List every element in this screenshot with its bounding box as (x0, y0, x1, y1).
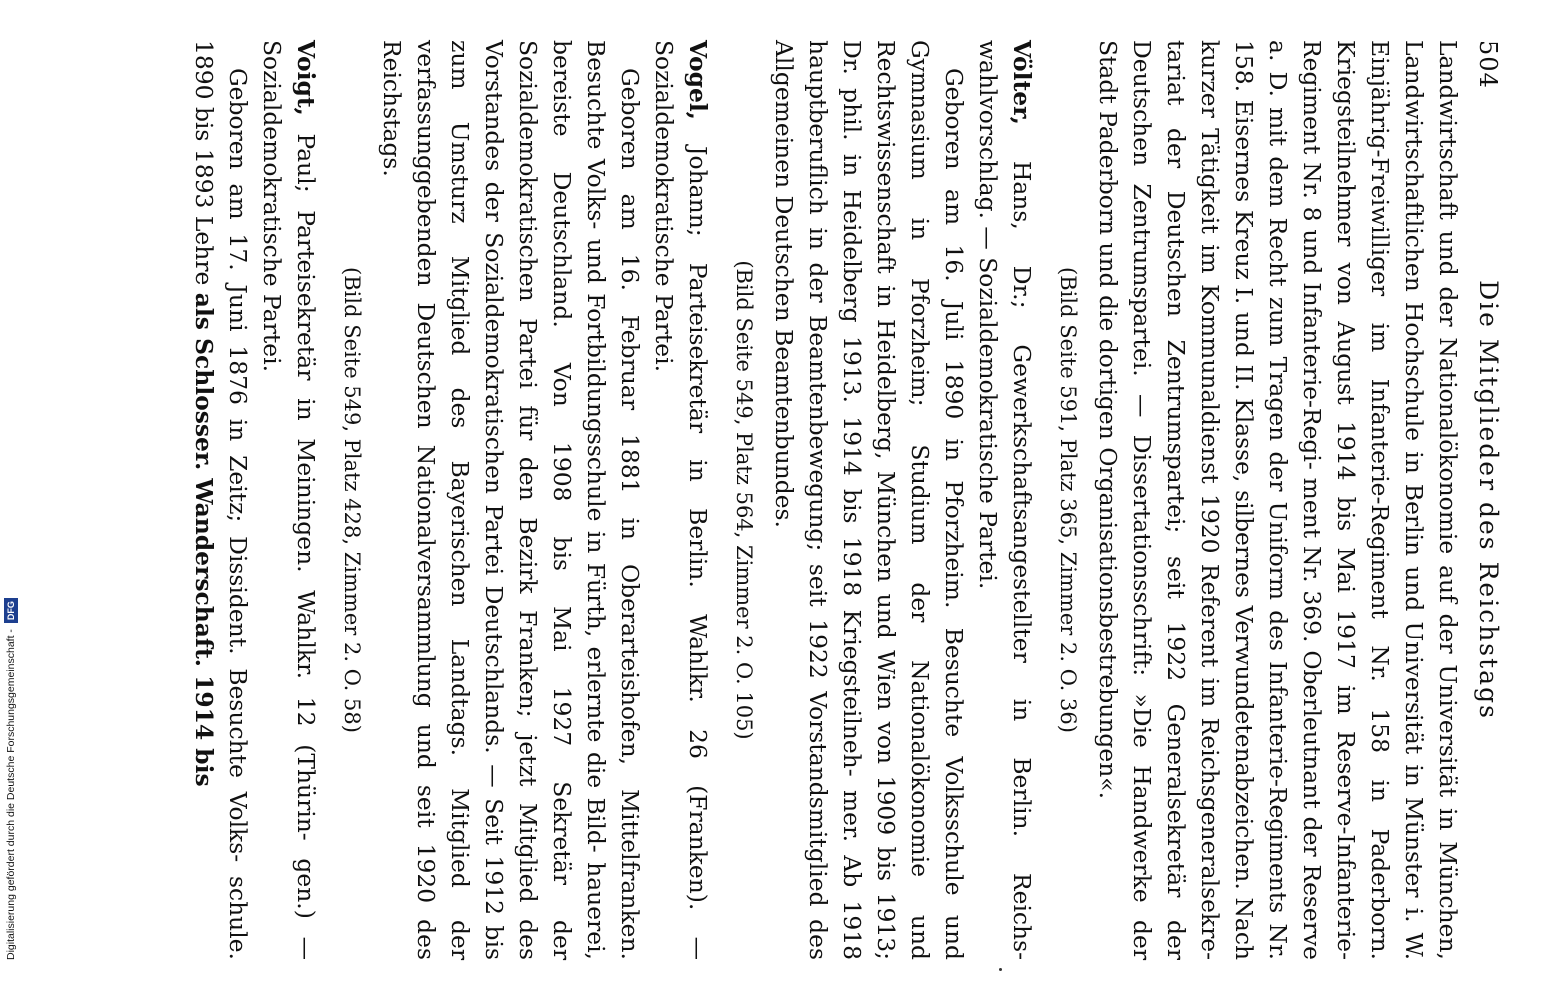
entry-heading-line: wahlvorschlag. — Sozialdemokratische Partei. (974, 40, 1002, 590)
text-line: Besuchte Volks- und Fortbildungsschule in Fürth, erlernte die Bild- (582, 40, 610, 853)
text-line: der Stadt Paderborn und die dortigen Organisationsbestrebungen«. (1094, 40, 1156, 960)
seat-reference: (Bild Seite 549, Platz 428, Zimmer 2. O. 58) (340, 267, 364, 733)
text-line: Sozialdemokratischen Partei für den Bezirk Franken; jetzt Mitglied (514, 40, 542, 903)
entry-heading-line: Johann; Parteisekretär in Berlin. Wahlkr. 26 (Franken). — (684, 119, 712, 960)
seat-reference: (Bild Seite 549, Platz 564, Zimmer 2. O. 105) (732, 260, 756, 740)
running-title: Die Mitglieder des Reichstags (1474, 280, 1503, 720)
text-line: Tätigkeit im Kommunaldienst 1920 Referent im Reichsgeneralsekre- (1196, 128, 1224, 961)
page-number: 504 (1474, 40, 1502, 89)
dfg-logo-icon: DFG (4, 598, 18, 623)
member-name: Voigt, (292, 40, 320, 116)
entry-heading-voelter (971, 40, 1039, 960)
text-line: Geboren am 17. Juni 1876 in Zeitz; Dissident. Besuchte Volks- (224, 68, 252, 863)
text-line: Deutschen Zentrumspartei. — Dissertationsschrift: »Die Handwerke (1128, 40, 1156, 903)
text-line: 1917 im Reserve-Infanterie-Regiment Nr. 8 und Infanterie-Regi- (1298, 40, 1360, 961)
text-line: des Vorstandes der Sozialdemokratischen Partei Deutschlands. — (480, 40, 542, 960)
biography-vogel (375, 40, 647, 960)
scan-speck (999, 968, 1002, 971)
entry-heading-vogel (647, 40, 715, 960)
entry-heading-line: gen.) — Sozialdemokratische Partei. (258, 40, 320, 960)
text-line: mer. Ab 1918 hauptberuflich in der Beamtenbewegung; seit 1922 (804, 40, 866, 960)
text-line: Geboren am 16. Juli 1890 in Pforzheim. Besuchte Volksschule und (940, 68, 968, 960)
text-line: Tragen der Uniform des Infanterie-Regiments Nr. 158. Eisernes (1230, 40, 1292, 960)
entry-heading-line: Hans, Dr.; Gewerkschaftsangestellter in Berlin. Reichs- (1008, 124, 1036, 960)
text-line: Gymnasium in Pforzheim; Studium der Nationalökonomie und (906, 40, 934, 960)
text-line: Seit 1912 bis zum Umsturz Mitglied des Bayerischen Landtags. (446, 40, 508, 961)
text-line: Mitglied der verfassunggebenden Deutschen Nationalversammlung (412, 40, 474, 961)
biography-voigt (187, 40, 255, 960)
text-line: und seit 1920 des Reichstags. (378, 40, 440, 961)
credit-text: Digitalisierung gefördert durch die Deutsche Forschungsgemeinschaft - (5, 629, 17, 960)
member-name: Völter, (1008, 40, 1036, 125)
text-line: in Münster i. W. Einjährig-Freiwilliger im Infanterie-Regiment (1366, 40, 1428, 961)
text-line: hauerei, bereiste Deutschland. Von 1908 bis Mai 1927 Sekretär der (548, 40, 610, 960)
document-page (175, 40, 1505, 960)
entry-heading-line: Paul; Parteisekretär in Meiningen. Wahlkr. 12 (Thürin- (292, 115, 320, 841)
text-line: Landwirtschaft und der Nationalökonomie auf der Universität in (1434, 40, 1462, 831)
digitization-credit (0, 0, 22, 1000)
entry-heading-line: Sozialdemokratische Partei. (650, 40, 678, 373)
entry-heading-voigt (255, 40, 323, 960)
text-line: schule. 1890 bis 1893 Lehre (190, 40, 252, 960)
text-line: Nr. 158 in Paderborn. Kriegsteilnehmer von August 1914 bis Mai (1332, 40, 1394, 960)
text-line: 1913; Dr. phil. in Heidelberg 1913. 1914 bis 1918 Kriegsteilneh- (838, 40, 900, 961)
member-name: Vogel, (684, 40, 712, 120)
text-line: München, Landwirtschaftlichen Hochschule in Berlin und Universität (1400, 40, 1462, 960)
text-line: ment Nr. 369. Oberleutnant der Reserve a. D. mit dem Recht zum (1264, 40, 1326, 961)
seat-reference: (Bild Seite 591, Platz 365, Zimmer 2. O. 36) (1056, 267, 1080, 733)
continuation-paragraph (1091, 40, 1465, 960)
text-line: Geboren am 16. Februar 1881 in Oberarteishofen, Mittelfranken. (616, 68, 644, 960)
biography-voelter (767, 40, 971, 960)
text-line: tariat der Deutschen Zentrumspartei; seit 1922 Generalsekretär der (1162, 40, 1190, 960)
text-line-bold: als Schlosser. Wanderschaft. 1914 bis (190, 292, 218, 787)
running-head (1469, 40, 1505, 960)
text-line: Vorstandsmitglied des Allgemeinen Deutschen Beamtenbundes. (770, 40, 832, 961)
text-line: Kreuz I. und II. Klasse, silbernes Verwundetenabzeichen. Nach kurzer (1196, 40, 1258, 961)
text-line: Rechtswissenschaft in Heidelberg, München und Wien von 1909 bis (872, 40, 900, 882)
